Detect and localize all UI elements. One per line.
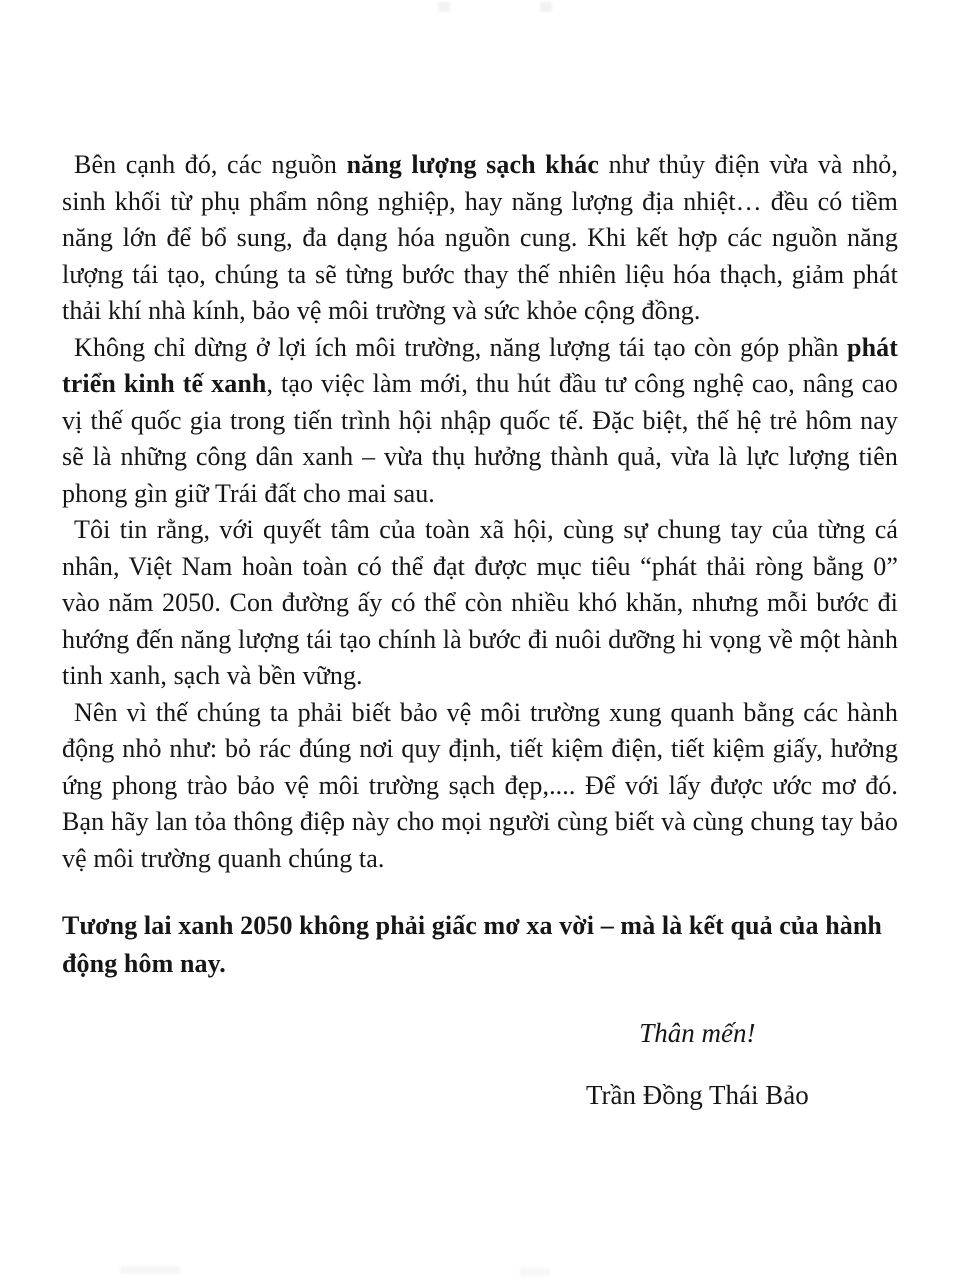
bold-phrase-green-economy: phát triển kinh tế xanh [62, 332, 898, 398]
paragraph-text: Nên vì thế chúng ta phải biết bảo vệ môi trường xung quanh bằng các hành động nhỏ như: bỏ rác đúng nơi quy định, tiết kiệm điện, tiết kiệm giấy, hưởng ứng phong trào bảo vệ môi trường sạch đẹp,.... Để với lấy được ước mơ đó. Bạn hãy lan tỏa thông điệp này cho mọi người cùng biết và cùng chung tay bảo vệ môi trường quanh chúng ta. [62, 697, 898, 873]
paragraph-text: Tôi tin rằng, với quyết tâm của toàn xã hội, cùng sự chung tay của từng cá nhân, Việt Nam hoàn toàn có thể đạt được mục tiêu “phát thải ròng bằng 0” vào năm 2050. Con đường ấy có thể còn nhiều khó khăn, nhưng mỗi bước đi hướng đến năng lượng tái tạo chính là bước đi nuôi dưỡng hi vọng về một hành tinh xanh, sạch và bền vững. [62, 515, 898, 690]
paragraph-clean-energy-sources [62, 147, 898, 330]
closing-statement: Tương lai xanh 2050 không phải giấc mơ xa vời – mà là kết quả của hành động hôm nay. [62, 911, 882, 978]
paragraph-text: Bên cạnh đó, các nguồn [74, 150, 347, 179]
scan-artifact [120, 1266, 180, 1274]
scan-artifact [520, 1268, 550, 1276]
paragraph-text: Không chỉ dừng ở lợi ích môi trường, năng lượng tái tạo còn góp phần [74, 332, 848, 362]
document-body [62, 147, 898, 1113]
signature-block [497, 1015, 898, 1113]
paragraph-text: , tạo việc làm mới, thu hút đầu tư công nghệ cao, nâng cao vị thế quốc gia trong tiến trình hội nhập quốc tế. Đặc biệt, thế hệ trẻ hôm nay sẽ là những công dân xanh – vừa thụ hưởng thành quả, vừa là lực lượng tiên phong gìn giữ Trái đất cho mai sau. [62, 369, 898, 508]
scan-artifact [540, 2, 552, 12]
paragraph-green-economy [62, 330, 898, 513]
paragraph-text: như thủy điện vừa và nhỏ, sinh khối từ phụ phẩm nông nghiệp, hay năng lượng địa nhiệt… đều có tiềm năng lớn để bổ sung, đa dạng hóa nguồn cung. Khi kết hợp các nguồn năng lượng tái tạo, chúng ta sẽ từng bước thay thế nhiên liệu hóa thạch, giảm phát thải khí nhà kính, bảo vệ môi trường và sức khỏe cộng đồng. [62, 150, 898, 325]
scan-artifact [438, 2, 450, 12]
bold-phrase-clean-energy: năng lượng sạch khác [346, 150, 600, 179]
salutation: Thân mến! [639, 1018, 756, 1048]
paragraph-net-zero-goal [62, 512, 898, 695]
author-name: Trần Đồng Thái Bảo [585, 1080, 809, 1110]
paragraph-call-to-action [62, 695, 898, 878]
